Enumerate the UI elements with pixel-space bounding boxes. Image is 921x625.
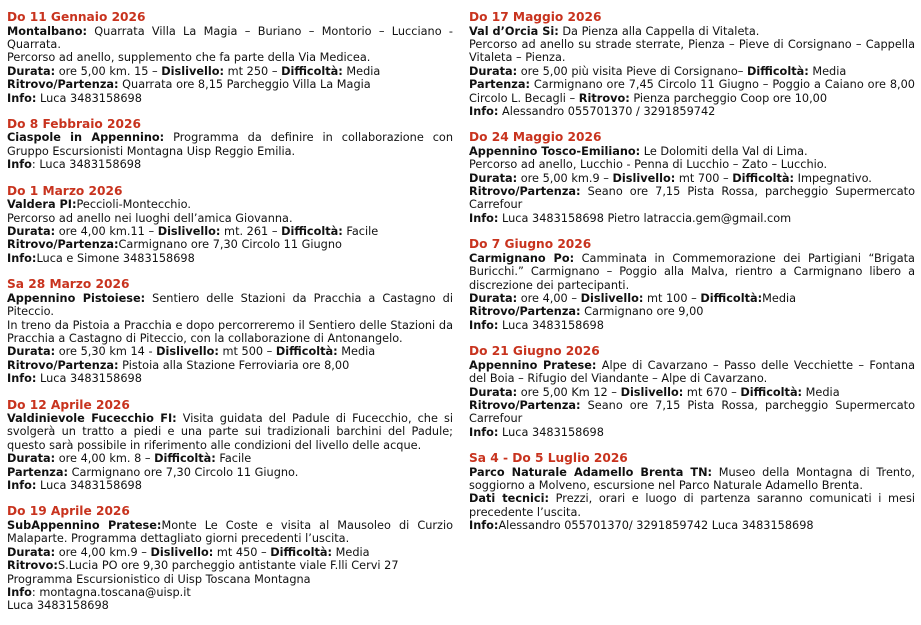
field-text: Impegnativo.: [794, 171, 872, 185]
event-date: Do 17 Maggio 2026: [469, 10, 602, 24]
field-label: Dislivello:: [157, 224, 221, 238]
event-block: [469, 130, 915, 225]
field-text: mt 670 –: [683, 385, 741, 399]
event-block: [7, 504, 453, 612]
event-line: [469, 252, 915, 292]
event-line: [7, 78, 453, 91]
event-line: [469, 386, 915, 399]
event-block: [7, 277, 453, 385]
event-line: [469, 319, 915, 332]
field-label: Appennino Pistoiese:: [7, 291, 146, 305]
field-text: Carmignano ore 7,30 Circolo 11 Giugno: [118, 238, 342, 252]
field-text: Sentiero delle Stazioni da Pracchia a Castagno di Piteccio.: [7, 291, 453, 319]
event-line: [7, 452, 453, 465]
field-text: mt 500 –: [218, 345, 276, 359]
field-label: Info: [7, 158, 32, 172]
field-label: Valdinievole Fucecchio FI:: [7, 412, 177, 426]
event-line: [7, 559, 453, 572]
field-label: Info:: [7, 251, 37, 265]
event-block: [7, 184, 453, 266]
field-text: Percorso ad anello nei luoghi dell’amica Giovanna.: [7, 211, 293, 225]
event-line: [7, 466, 453, 479]
field-text: Facile: [342, 224, 379, 238]
field-label: Info:: [7, 479, 37, 493]
event-line: [7, 345, 453, 358]
event-line: [469, 65, 915, 78]
field-text: Percorso ad anello su strade sterrate, Pienza – Pieve di Corsignano – Cappella Vitaleta – Pienza.: [469, 37, 915, 65]
field-text: ore 4,00 km. 8 –: [55, 452, 155, 466]
field-label: Durata:: [7, 64, 56, 78]
field-text: Luca 3483158698: [7, 599, 109, 613]
field-text: Visita guidata del Padule di Fucecchio, che si svolgerà un tratto a piedi e una parte sui tradizionali barchini del Padule; questo sarà possibile in riferimento alle condizioni del livello delle acque.: [7, 412, 453, 452]
field-label: Ciaspole in Appennino:: [7, 131, 165, 145]
event-line: [7, 599, 453, 612]
left-column: [7, 10, 453, 625]
event-line: [469, 105, 915, 118]
event-line: [7, 225, 453, 238]
event-line: [7, 212, 453, 225]
event-line: [469, 359, 915, 386]
field-text: Media: [808, 64, 847, 78]
event-line: [7, 25, 453, 52]
field-text: ore 5,30 km 14 -: [55, 345, 157, 359]
event-block: [7, 10, 453, 105]
field-label: Durata:: [469, 171, 518, 185]
field-text: Pistoia alla Stazione Ferroviaria ore 8,00: [118, 358, 350, 372]
field-label: Appennino Pratese:: [469, 358, 597, 372]
field-text: ore 5,00 Km 12 –: [517, 385, 621, 399]
field-label: Val d’Orcia Si:: [469, 24, 559, 38]
field-label: Durata:: [7, 224, 56, 238]
event-date: Do 11 Gennaio 2026: [7, 10, 146, 24]
event-line: [469, 305, 915, 318]
field-text: : montagna.toscana@uisp.it: [31, 586, 191, 599]
field-text: Luca 3483158698: [498, 425, 604, 439]
event-date: Sa 28 Marzo 2026: [7, 277, 130, 292]
field-label: Ritrovo:: [578, 91, 630, 105]
field-text: ore 5,00 più visita Pieve di Corsignano–: [517, 64, 748, 78]
field-text: Carmignano ore 7,45 Circolo 11 Giugno – Poggio a Caiano ore 8,00 Circolo L. Becagli –: [469, 78, 915, 105]
field-label: SubAppennino Pratese:: [7, 518, 162, 532]
field-label: Info:: [469, 211, 499, 225]
field-text: Alessandro 055701370/ 3291859742 Luca 3483158698: [498, 519, 814, 533]
event-line: [469, 145, 915, 158]
field-text: Programma da definire in collaborazione con Gruppo Escursionisti Montagna Uisp Reggio Emilia.: [7, 131, 454, 158]
field-label: Dislivello:: [156, 345, 219, 359]
field-text: mt. 261 –: [220, 224, 282, 238]
field-label: Partenza:: [469, 78, 530, 92]
field-label: Dislivello:: [150, 545, 214, 559]
field-text: Facile: [215, 452, 252, 466]
field-label: Ritrovo/Partenza:: [7, 78, 119, 92]
field-text: Media: [802, 385, 840, 399]
event-line: [7, 51, 453, 64]
field-label: Durata:: [469, 385, 518, 399]
field-label: Durata:: [7, 452, 56, 466]
field-text: Luca e Simone 3483158698: [36, 251, 195, 265]
field-text: Quarrata ore 8,15 Parcheggio Villa La Magia: [118, 78, 371, 92]
field-text: Alpe di Cavarzano – Passo delle Vecchiette – Fontana del Boia – Rifugio del Viandante – Alpe di Cavarzano.: [469, 358, 915, 386]
event-line: [7, 412, 453, 452]
field-label: Durata:: [7, 345, 56, 359]
field-label: Partenza:: [7, 465, 68, 479]
field-label: Difficoltà:: [154, 452, 216, 466]
field-text: Peccioli-Montecchio.: [76, 198, 191, 212]
event-line: [469, 212, 915, 225]
field-text: Alessandro 055701370 / 3291859742: [498, 104, 716, 118]
field-label: Difficoltà:: [747, 64, 809, 78]
field-label: Ritrovo/Partenza:: [469, 185, 581, 199]
field-label: Info:: [469, 104, 499, 118]
event-line: [7, 198, 453, 211]
event-block: [7, 398, 453, 493]
field-label: Info: [7, 586, 32, 599]
field-label: Dislivello:: [161, 64, 225, 78]
event-line: [469, 185, 915, 212]
field-text: Quarrata Villa La Magia – Buriano – Montorio – Lucciano - Quarrata.: [7, 24, 453, 51]
field-text: Media: [332, 545, 370, 559]
field-text: mt 100 –: [643, 292, 701, 305]
field-label: Info:: [469, 425, 499, 439]
event-line: [469, 466, 915, 493]
field-label: Ritrovo/Partenza:: [7, 358, 119, 372]
field-label: Durata:: [7, 545, 56, 559]
event-line: [7, 158, 453, 171]
field-text: ore 5,00 km.9 –: [517, 171, 613, 185]
event-line: [7, 292, 453, 319]
field-label: Ritrovo:: [7, 559, 58, 573]
event-line: [7, 359, 453, 372]
field-text: Carmignano ore 9,00: [580, 305, 704, 319]
event-date: Do 12 Aprile 2026: [7, 397, 130, 412]
field-label: Difficoltà:: [275, 345, 338, 359]
field-label: Difficoltà:: [732, 171, 795, 185]
event-line: [469, 519, 915, 532]
right-column: [469, 10, 915, 545]
event-block: [469, 10, 915, 118]
field-text: : Luca 3483158698: [31, 158, 142, 172]
field-text: Carmignano ore 7,30 Circolo 11 Giugno.: [68, 465, 299, 479]
event-date: Do 1 Marzo 2026: [7, 183, 123, 198]
event-line: [7, 573, 453, 586]
event-line: [469, 292, 915, 305]
event-block: [469, 451, 915, 533]
field-text: Programma Escursionistico di Uisp Toscana Montagna: [7, 572, 311, 586]
event-line: [7, 586, 453, 599]
field-text: Seano ore 7,15 Pista Rossa, parcheggio Supermercato Carrefour: [469, 185, 915, 212]
event-line: [469, 78, 915, 105]
field-label: Info:: [469, 318, 499, 332]
event-line: [469, 158, 915, 171]
field-label: Montalbano:: [7, 24, 87, 38]
event-line: [469, 172, 915, 185]
event-line: [7, 65, 453, 78]
field-label: Ritrovo/Partenza:: [469, 398, 581, 412]
field-label: Difficoltà:: [281, 64, 343, 78]
event-line: [7, 252, 453, 265]
field-text: Media: [762, 292, 797, 305]
field-label: Difficoltà:: [700, 292, 763, 305]
event-date: Do 8 Febbraio 2026: [7, 116, 141, 131]
event-line: [7, 92, 453, 105]
field-text: Seano ore 7,15 Pista Rossa, parcheggio Supermercato Carrefour: [469, 398, 915, 426]
event-line: [7, 131, 453, 158]
field-label: Ritrovo/Partenza:: [7, 238, 119, 252]
field-label: Dislivello:: [620, 385, 684, 399]
field-label: Durata:: [469, 64, 518, 78]
field-text: Monte Le Coste e visita al Mausoleo di Curzio Malaparte. Programma dettagliato giorni precedenti l’uscita.: [7, 518, 454, 546]
field-label: Difficoltà:: [740, 385, 803, 399]
field-text: Prezzi, orari e luogo di partenza saranno comunicati i mesi precedente l’uscita.: [469, 492, 915, 519]
field-label: Ritrovo/Partenza:: [469, 305, 581, 319]
event-date: Do 7 Giugno 2026: [469, 237, 592, 252]
field-label: Dati tecnici:: [469, 492, 550, 506]
field-text: Pienza parcheggio Coop ore 10,00: [629, 91, 828, 105]
event-line: [7, 238, 453, 251]
field-label: Parco Naturale Adamello Brenta TN:: [469, 465, 713, 479]
field-label: Dislivello:: [580, 292, 644, 305]
event-line: [7, 519, 453, 546]
field-text: Museo della Montagna di Trento, soggiorno a Molveno, escursione nel Parco Naturale Adamello Brenta.: [469, 465, 915, 493]
field-label: Carmignano Po:: [469, 251, 575, 265]
field-text: Da Pienza alla Cappella di Vitaleta.: [558, 24, 760, 38]
field-text: ore 4,00 km.9 –: [55, 545, 151, 559]
event-block: [7, 117, 453, 172]
event-date: Do 21 Giugno 2026: [469, 344, 600, 359]
field-text: S.Lucia PO ore 9,30 parcheggio antistante viale F.lli Cervi 27: [57, 559, 399, 573]
field-label: Info:: [7, 91, 37, 105]
field-text: Media: [337, 345, 376, 359]
field-text: Le Dolomiti della Val di Lima.: [640, 144, 808, 158]
field-text: Luca 3483158698: [36, 91, 142, 105]
field-text: ore 4,00 km.11 –: [55, 224, 158, 238]
event-line: [469, 399, 915, 426]
field-label: Durata:: [469, 292, 518, 305]
event-date: Sa 4 - Do 5 Luglio 2026: [469, 451, 628, 466]
event-line: [7, 479, 453, 492]
field-text: Percorso ad anello, supplemento che fa parte della Via Medicea.: [7, 51, 371, 65]
field-label: Dislivello:: [612, 171, 676, 185]
event-line: [7, 372, 453, 385]
event-line: [469, 426, 915, 439]
field-text: ore 4,00 –: [517, 292, 581, 305]
field-text: Percorso ad anello, Lucchio - Penna di Lucchio – Zato – Lucchio.: [469, 158, 828, 172]
field-label: Info:: [7, 372, 37, 386]
field-text: mt 250 –: [224, 64, 282, 78]
event-date: Do 19 Aprile 2026: [7, 504, 130, 519]
field-text: Luca 3483158698: [36, 479, 142, 493]
event-date: Do 24 Maggio 2026: [469, 130, 602, 145]
event-line: [469, 25, 915, 38]
field-text: Luca 3483158698 Pietro latraccia.gem@gmail.com: [498, 211, 792, 225]
event-block: [469, 344, 915, 439]
event-line: [7, 319, 453, 346]
event-line: [7, 546, 453, 559]
field-text: Luca 3483158698: [498, 318, 604, 332]
field-label: Info:: [469, 519, 499, 533]
field-label: Appennino Tosco-Emiliano:: [469, 144, 641, 158]
field-text: Camminata in Commemorazione dei Partigiani “Brigata Buricchi.” Carmignano – Poggio alla Malva, rientro a Carmignano libero a discrezione dei partecipanti.: [469, 251, 915, 292]
event-block: [469, 237, 915, 332]
field-label: Difficoltà:: [270, 545, 333, 559]
field-text: mt 450 –: [213, 545, 271, 559]
field-label: Difficoltà:: [281, 224, 343, 238]
field-label: Valdera PI:: [7, 198, 77, 212]
field-text: mt 700 –: [675, 171, 733, 185]
field-text: In treno da Pistoia a Pracchia e dopo percorreremo il Sentiero delle Stazioni da Pracchia a Castagno di Piteccio, con la collaborazione di Antonangelo.: [7, 318, 453, 345]
event-line: [469, 492, 915, 519]
event-line: [469, 38, 915, 65]
field-text: Luca 3483158698: [36, 372, 142, 386]
field-text: Media: [342, 64, 381, 78]
field-text: ore 5,00 km. 15 –: [55, 64, 162, 78]
